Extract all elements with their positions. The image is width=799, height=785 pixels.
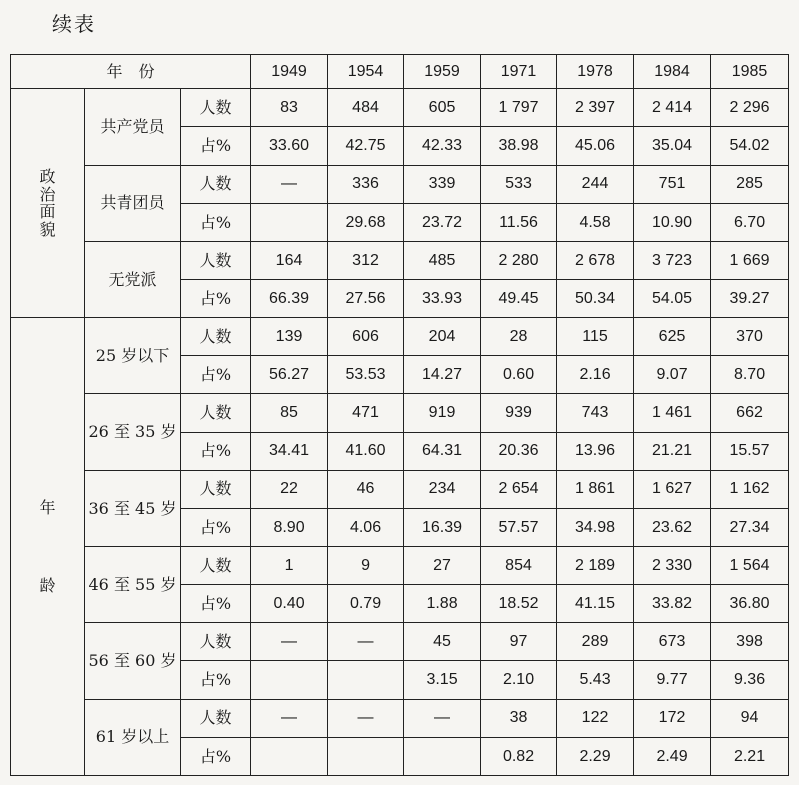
value-cell: 1 797 xyxy=(481,89,557,127)
section-label xyxy=(11,318,85,776)
value-cell: 339 xyxy=(404,165,481,203)
metric-label: 占% xyxy=(181,585,251,623)
value-cell: 42.75 xyxy=(328,127,404,165)
metric-label: 人数 xyxy=(181,89,251,127)
value-cell: 2 397 xyxy=(557,89,634,127)
metric-label: 占% xyxy=(181,737,251,775)
section-char: 面 xyxy=(39,202,56,222)
value-cell: 485 xyxy=(404,241,481,279)
year-header: 1959 xyxy=(404,55,481,89)
value-cell: 50.34 xyxy=(557,280,634,318)
value-cell xyxy=(251,203,328,241)
year-header: 1971 xyxy=(481,55,557,89)
value-cell: 673 xyxy=(634,623,711,661)
page-title: 续表 xyxy=(52,12,96,36)
header-row xyxy=(11,55,789,89)
metric-label: 占% xyxy=(181,508,251,546)
value-cell: 533 xyxy=(481,165,557,203)
value-cell: 0.79 xyxy=(328,585,404,623)
value-cell: 1.88 xyxy=(404,585,481,623)
value-cell: — xyxy=(251,699,328,737)
year-header: 1978 xyxy=(557,55,634,89)
value-cell: 53.53 xyxy=(328,356,404,394)
table-row xyxy=(11,394,789,432)
year-header: 1984 xyxy=(634,55,711,89)
metric-label: 占% xyxy=(181,280,251,318)
value-cell: 10.90 xyxy=(634,203,711,241)
group-label: 56 至 60 岁 xyxy=(85,623,181,699)
table-row xyxy=(11,699,789,737)
value-cell: 46 xyxy=(328,470,404,508)
table-row xyxy=(11,470,789,508)
value-cell xyxy=(251,737,328,775)
value-cell: 9 xyxy=(328,547,404,585)
value-cell: 0.82 xyxy=(481,737,557,775)
value-cell: 606 xyxy=(328,318,404,356)
value-cell: 234 xyxy=(404,470,481,508)
value-cell: 23.62 xyxy=(634,508,711,546)
value-cell: 1 162 xyxy=(711,470,789,508)
value-cell: 122 xyxy=(557,699,634,737)
value-cell: 2 654 xyxy=(481,470,557,508)
value-cell: 2 678 xyxy=(557,241,634,279)
value-cell: 1 564 xyxy=(711,547,789,585)
value-cell: 54.02 xyxy=(711,127,789,165)
value-cell: 2.21 xyxy=(711,737,789,775)
value-cell: 289 xyxy=(557,623,634,661)
metric-label: 人数 xyxy=(181,699,251,737)
value-cell: 1 461 xyxy=(634,394,711,432)
value-cell: 21.21 xyxy=(634,432,711,470)
table-row xyxy=(11,547,789,585)
value-cell: 370 xyxy=(711,318,789,356)
value-cell: 2 189 xyxy=(557,547,634,585)
section-char: 貌 xyxy=(39,219,56,239)
value-cell: 9.07 xyxy=(634,356,711,394)
metric-label: 占% xyxy=(181,356,251,394)
value-cell: 9.77 xyxy=(634,661,711,699)
value-cell: 57.57 xyxy=(481,508,557,546)
value-cell: 97 xyxy=(481,623,557,661)
table-row xyxy=(11,165,789,203)
value-cell: 336 xyxy=(328,165,404,203)
value-cell: 28 xyxy=(481,318,557,356)
table-row xyxy=(11,623,789,661)
value-cell: 2.49 xyxy=(634,737,711,775)
table-row xyxy=(11,318,789,356)
metric-label: 人数 xyxy=(181,165,251,203)
metric-label: 占% xyxy=(181,203,251,241)
value-cell: 14.27 xyxy=(404,356,481,394)
metric-label: 占% xyxy=(181,661,251,699)
value-cell: 4.58 xyxy=(557,203,634,241)
value-cell: 0.60 xyxy=(481,356,557,394)
value-cell: 83 xyxy=(251,89,328,127)
value-cell: 312 xyxy=(328,241,404,279)
value-cell: 0.40 xyxy=(251,585,328,623)
value-cell: 2 296 xyxy=(711,89,789,127)
value-cell: 939 xyxy=(481,394,557,432)
value-cell xyxy=(328,737,404,775)
value-cell: 41.60 xyxy=(328,432,404,470)
value-cell: 751 xyxy=(634,165,711,203)
value-cell: 23.72 xyxy=(404,203,481,241)
value-cell: 42.33 xyxy=(404,127,481,165)
value-cell: 2.10 xyxy=(481,661,557,699)
value-cell: 33.93 xyxy=(404,280,481,318)
value-cell: 27 xyxy=(404,547,481,585)
value-cell: 2.16 xyxy=(557,356,634,394)
group-label: 46 至 55 岁 xyxy=(85,547,181,623)
value-cell: 33.82 xyxy=(634,585,711,623)
value-cell: 605 xyxy=(404,89,481,127)
group-label: 61 岁以上 xyxy=(85,699,181,775)
value-cell: 625 xyxy=(634,318,711,356)
value-cell: — xyxy=(251,623,328,661)
value-cell: 64.31 xyxy=(404,432,481,470)
value-cell xyxy=(328,661,404,699)
value-cell: 66.39 xyxy=(251,280,328,318)
value-cell: 56.27 xyxy=(251,356,328,394)
value-cell: 854 xyxy=(481,547,557,585)
value-cell: 6.70 xyxy=(711,203,789,241)
value-cell: 38 xyxy=(481,699,557,737)
metric-label: 人数 xyxy=(181,470,251,508)
value-cell: 22 xyxy=(251,470,328,508)
value-cell: 5.43 xyxy=(557,661,634,699)
value-cell: 204 xyxy=(404,318,481,356)
value-cell: 13.96 xyxy=(557,432,634,470)
metric-label: 人数 xyxy=(181,623,251,661)
metric-label: 人数 xyxy=(181,241,251,279)
value-cell: 164 xyxy=(251,241,328,279)
value-cell: 9.36 xyxy=(711,661,789,699)
value-cell: 139 xyxy=(251,318,328,356)
value-cell: 1 861 xyxy=(557,470,634,508)
group-label: 36 至 45 岁 xyxy=(85,470,181,546)
metric-label: 人数 xyxy=(181,394,251,432)
metric-label: 人数 xyxy=(181,547,251,585)
value-cell: 2.29 xyxy=(557,737,634,775)
value-cell: 2 414 xyxy=(634,89,711,127)
value-cell: 34.41 xyxy=(251,432,328,470)
data-table xyxy=(10,54,789,776)
section-char: 龄 xyxy=(39,575,56,595)
value-cell: 919 xyxy=(404,394,481,432)
year-header: 1954 xyxy=(328,55,404,89)
value-cell: 1 669 xyxy=(711,241,789,279)
year-header: 1985 xyxy=(711,55,789,89)
value-cell: 1 xyxy=(251,547,328,585)
value-cell: 8.90 xyxy=(251,508,328,546)
section-char: 政 xyxy=(39,167,56,187)
value-cell: 8.70 xyxy=(711,356,789,394)
value-cell: 35.04 xyxy=(634,127,711,165)
value-cell: 484 xyxy=(328,89,404,127)
value-cell: 743 xyxy=(557,394,634,432)
value-cell: 4.06 xyxy=(328,508,404,546)
value-cell: 471 xyxy=(328,394,404,432)
metric-label: 占% xyxy=(181,127,251,165)
table-row xyxy=(11,241,789,279)
table-row xyxy=(11,89,789,127)
metric-label: 占% xyxy=(181,432,251,470)
year-header: 1949 xyxy=(251,55,328,89)
value-cell: 20.36 xyxy=(481,432,557,470)
group-label: 共青团员 xyxy=(85,165,181,241)
value-cell: 3.15 xyxy=(404,661,481,699)
value-cell: 3 723 xyxy=(634,241,711,279)
value-cell: 662 xyxy=(711,394,789,432)
value-cell: 2 280 xyxy=(481,241,557,279)
value-cell: — xyxy=(404,699,481,737)
group-label: 无党派 xyxy=(85,241,181,317)
value-cell: 11.56 xyxy=(481,203,557,241)
value-cell: 54.05 xyxy=(634,280,711,318)
value-cell xyxy=(251,661,328,699)
value-cell: 94 xyxy=(711,699,789,737)
value-cell: 115 xyxy=(557,318,634,356)
group-label: 共产党员 xyxy=(85,89,181,165)
value-cell: 27.56 xyxy=(328,280,404,318)
value-cell: 285 xyxy=(711,165,789,203)
value-cell xyxy=(404,737,481,775)
value-cell: 36.80 xyxy=(711,585,789,623)
value-cell: — xyxy=(328,623,404,661)
section-char: 治 xyxy=(39,184,56,204)
value-cell: 38.98 xyxy=(481,127,557,165)
value-cell: 34.98 xyxy=(557,508,634,546)
value-cell: 39.27 xyxy=(711,280,789,318)
group-label: 25 岁以下 xyxy=(85,318,181,394)
value-cell: 172 xyxy=(634,699,711,737)
section-char: 年 xyxy=(39,497,56,517)
value-cell: 41.15 xyxy=(557,585,634,623)
value-cell: 398 xyxy=(711,623,789,661)
value-cell: 15.57 xyxy=(711,432,789,470)
header-label: 年 份 xyxy=(11,55,251,89)
value-cell: 2 330 xyxy=(634,547,711,585)
section-label xyxy=(11,89,85,318)
value-cell: 1 627 xyxy=(634,470,711,508)
value-cell: 29.68 xyxy=(328,203,404,241)
value-cell: 27.34 xyxy=(711,508,789,546)
value-cell: 16.39 xyxy=(404,508,481,546)
metric-label: 人数 xyxy=(181,318,251,356)
value-cell: 45 xyxy=(404,623,481,661)
value-cell: 244 xyxy=(557,165,634,203)
value-cell: 85 xyxy=(251,394,328,432)
value-cell: 18.52 xyxy=(481,585,557,623)
value-cell: 33.60 xyxy=(251,127,328,165)
value-cell: 49.45 xyxy=(481,280,557,318)
value-cell: 45.06 xyxy=(557,127,634,165)
group-label: 26 至 35 岁 xyxy=(85,394,181,470)
value-cell: — xyxy=(251,165,328,203)
value-cell: — xyxy=(328,699,404,737)
